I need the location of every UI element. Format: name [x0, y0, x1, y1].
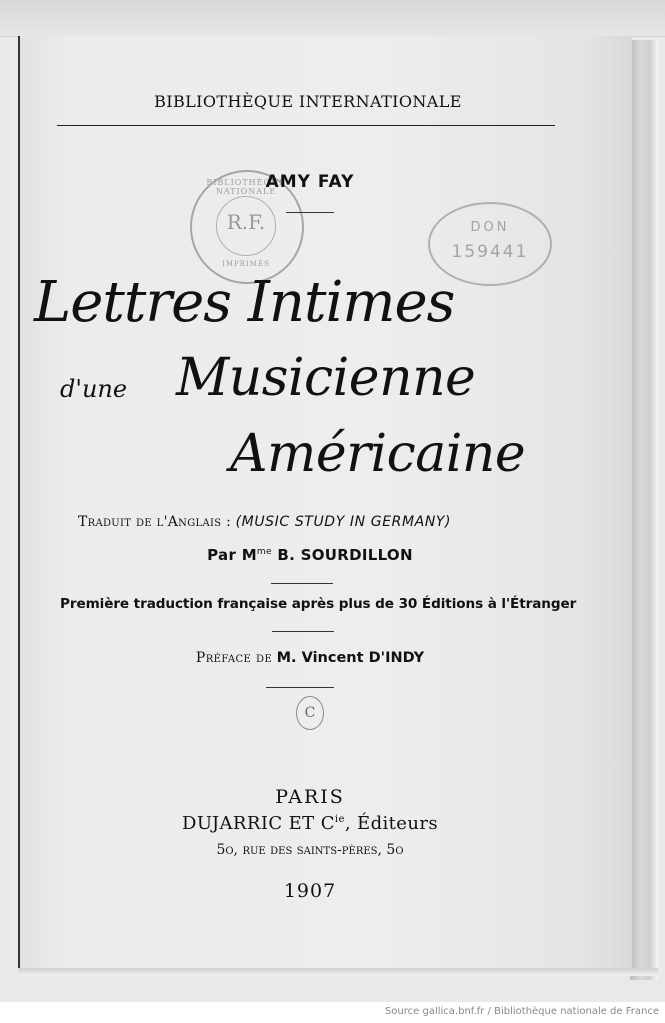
scan-top-edge [0, 0, 665, 37]
author-rule [286, 212, 334, 213]
publisher-role: , Éditeurs [344, 813, 438, 834]
preface-line [100, 650, 520, 666]
publication-city: PARIS [275, 786, 345, 808]
accession-number: 159441 [451, 242, 529, 262]
title-line-2: Musicienne [176, 348, 476, 408]
author-name: AMY FAY [265, 172, 355, 192]
stamp-rf-text: R.F. [226, 210, 266, 234]
preface-author: M. Vincent D'INDY [276, 650, 425, 666]
translated-label: Traduit de l'Anglais : [78, 514, 232, 530]
translator-par: Par M [207, 546, 257, 564]
copyright-stamp: C [296, 696, 324, 730]
page-bottom-edge [18, 968, 658, 976]
title-line-3: Américaine [230, 424, 526, 484]
source-credit: Source gallica.bnf.fr / Bibliothèque nationale de France [384, 1006, 659, 1017]
page-edge-shadow [630, 40, 658, 980]
original-title: (MUSIC STUDY IN GERMANY) [235, 514, 452, 530]
stamp-ring-text: BIBLIOTHÈQUE NATIONALE [206, 178, 286, 196]
separator-rule-2 [272, 631, 334, 632]
first-translation-note: Première traduction française après plus de 30 Éditions à l'Étranger [60, 596, 577, 612]
translator-name: B. SOURDILLON [277, 546, 413, 564]
separator-rule-1 [271, 583, 333, 584]
top-rule [57, 125, 555, 126]
publisher-sup: ie [334, 814, 345, 825]
translation-note [78, 514, 598, 530]
title-line-1: Lettres Intimes [34, 270, 455, 335]
separator-rule-3 [266, 687, 334, 688]
translator-title-sup: me [256, 547, 272, 557]
publisher-address: 5o, rue des saints-pères, 5o [216, 842, 404, 858]
stamp-ring-bottom: IMPRIMÉS [222, 260, 270, 268]
accession-label: DON [470, 220, 510, 235]
preface-label: Préface de [195, 650, 273, 666]
publisher-name: DUJARRIC ET C [182, 813, 335, 834]
series-title: BIBLIOTHÈQUE INTERNATIONALE [154, 92, 462, 111]
publisher-line [110, 813, 510, 834]
title-line-2-article: d'une [60, 375, 128, 403]
publication-year: 1907 [283, 880, 337, 902]
translator-line [140, 546, 480, 564]
